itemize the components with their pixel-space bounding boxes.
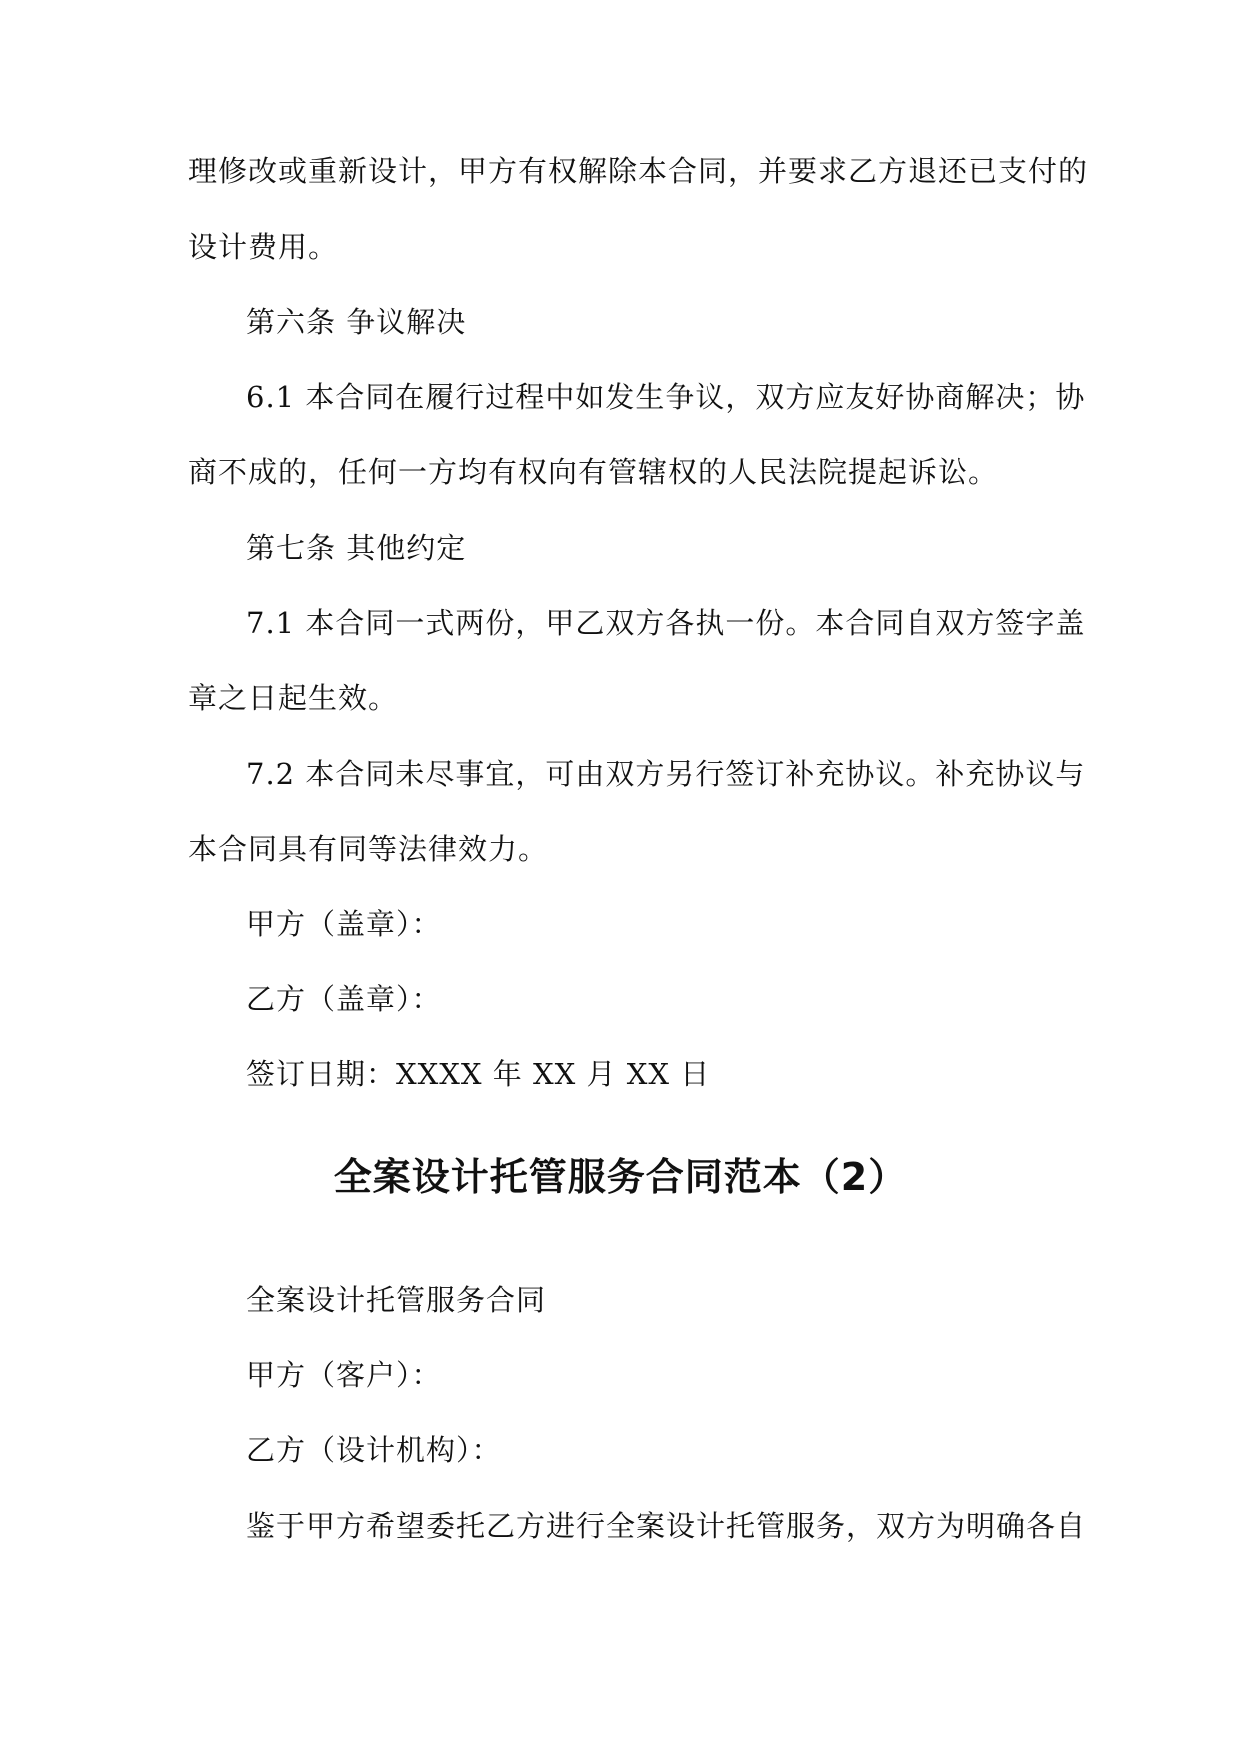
party-b-line: 乙方（设计机构）： [246,1433,502,1467]
paragraph-line: 商不成的，任何一方均有权向有管辖权的人民法院提起诉讼。 [188,455,999,489]
party-a-seal-line: 甲方（盖章）： [246,907,442,941]
paragraph-line: 设计费用。 [188,230,339,264]
paragraph-line: 理修改或重新设计，甲方有权解除本合同，并要求乙方退还已支付的 [188,154,1089,188]
paragraph-line: 鉴于甲方希望委托乙方进行全案设计托管服务，双方为明确各自 [246,1509,1087,1543]
article-heading: 第六条 争议解决 [246,305,467,339]
contract-name: 全案设计托管服务合同 [246,1283,547,1317]
section-title: 全案设计托管服务合同范本（2） [333,1155,908,1199]
paragraph-line: 7.2 本合同未尽事宜，可由双方另行签订补充协议。补充协议与 [246,757,1086,791]
party-a-line: 甲方（客户）： [246,1358,442,1392]
signing-date-line: 签订日期：XXXX 年 XX 月 XX 日 [246,1057,711,1091]
paragraph-line: 章之日起生效。 [188,681,399,715]
paragraph-line: 7.1 本合同一式两份，甲乙双方各执一份。本合同自双方签字盖 [246,606,1086,640]
paragraph-line: 6.1 本合同在履行过程中如发生争议，双方应友好协商解决；协 [246,380,1086,414]
party-b-seal-line: 乙方（盖章）： [246,982,442,1016]
article-heading: 第七条 其他约定 [246,531,467,565]
paragraph-line: 本合同具有同等法律效力。 [188,832,549,866]
